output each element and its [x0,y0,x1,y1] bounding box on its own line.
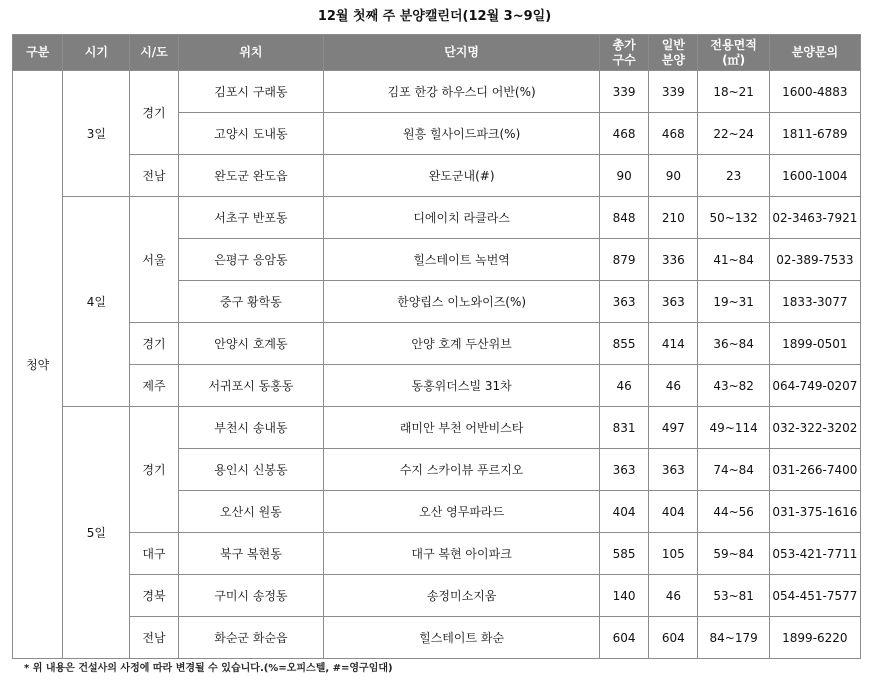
contact-cell: 1600-1004 [769,155,860,197]
category-cell: 청약 [13,71,63,659]
area-cell: 59~84 [698,533,769,575]
area-cell: 74~84 [698,449,769,491]
contact-cell: 031-375-1616 [769,491,860,533]
general-cell: 363 [649,449,698,491]
date-cell: 3일 [63,71,130,197]
total-cell: 468 [599,113,648,155]
total-cell: 339 [599,71,648,113]
total-cell: 848 [599,197,648,239]
location-cell: 부천시 송내동 [178,407,324,449]
contact-cell: 064-749-0207 [769,365,860,407]
table-row [13,533,861,575]
contact-cell: 02-389-7533 [769,239,860,281]
col-category: 구분 [13,35,63,71]
complex-cell: 동홍위더스빌 31차 [324,365,600,407]
col-area-line2: (㎡) [722,52,746,67]
col-general-line1: 일반 [661,37,685,52]
contact-cell: 053-421-7711 [769,533,860,575]
region-cell: 경북 [130,575,178,617]
total-cell: 831 [599,407,648,449]
location-cell: 안양시 호계동 [178,323,324,365]
area-cell: 84~179 [698,617,769,659]
col-contact: 분양문의 [769,35,860,71]
location-cell: 오산시 원동 [178,491,324,533]
header-row [13,35,861,71]
location-cell: 서초구 반포동 [178,197,324,239]
location-cell: 은평구 응암동 [178,239,324,281]
area-cell: 41~84 [698,239,769,281]
general-cell: 336 [649,239,698,281]
table-row [13,71,861,113]
contact-cell: 02-3463-7921 [769,197,860,239]
total-cell: 46 [599,365,648,407]
col-date: 시기 [63,35,130,71]
area-cell: 19~31 [698,281,769,323]
general-cell: 105 [649,533,698,575]
contact-cell: 1600-4883 [769,71,860,113]
total-cell: 90 [599,155,648,197]
area-cell: 53~81 [698,575,769,617]
total-cell: 140 [599,575,648,617]
general-cell: 90 [649,155,698,197]
region-cell: 경기 [130,71,178,155]
area-cell: 49~114 [698,407,769,449]
region-cell: 대구 [130,533,178,575]
contact-cell: 1899-6220 [769,617,860,659]
region-cell: 경기 [130,407,178,533]
col-complex: 단지명 [324,35,600,71]
area-cell: 36~84 [698,323,769,365]
general-cell: 46 [649,575,698,617]
total-cell: 363 [599,281,648,323]
general-cell: 46 [649,365,698,407]
location-cell: 서귀포시 동홍동 [178,365,324,407]
col-general-line2: 분양 [661,52,685,67]
contact-cell: 1899-0501 [769,323,860,365]
general-cell: 404 [649,491,698,533]
contact-cell: 032-322-3202 [769,407,860,449]
table-row [13,365,861,407]
location-cell: 북구 복현동 [178,533,324,575]
location-cell: 완도군 완도읍 [178,155,324,197]
region-cell: 전남 [130,155,178,197]
complex-cell: 안양 호계 두산위브 [324,323,600,365]
location-cell: 고양시 도내동 [178,113,324,155]
general-cell: 414 [649,323,698,365]
complex-cell: 디에이치 라클라스 [324,197,600,239]
location-cell: 구미시 송정동 [178,575,324,617]
complex-cell: 수지 스카이뷰 푸르지오 [324,449,600,491]
table-row [13,575,861,617]
contact-cell: 031-266-7400 [769,449,860,491]
complex-cell: 한양립스 이노와이즈(%) [324,281,600,323]
schedule-table [12,34,861,659]
date-cell: 5일 [63,407,130,659]
total-cell: 879 [599,239,648,281]
location-cell: 중구 황학동 [178,281,324,323]
col-area-line1: 전용면적 [710,37,757,52]
col-location: 위치 [178,35,324,71]
contact-cell: 1833-3077 [769,281,860,323]
general-cell: 497 [649,407,698,449]
region-cell: 제주 [130,365,178,407]
col-area [698,35,769,71]
table-row [13,407,861,449]
col-general-supply [649,35,698,71]
area-cell: 23 [698,155,769,197]
area-cell: 22~24 [698,113,769,155]
col-total-line2: 구수 [612,52,636,67]
general-cell: 604 [649,617,698,659]
table-row [13,323,861,365]
date-cell: 4일 [63,197,130,407]
region-cell: 경기 [130,323,178,365]
general-cell: 210 [649,197,698,239]
area-cell: 18~21 [698,71,769,113]
location-cell: 용인시 신봉동 [178,449,324,491]
contact-cell: 054-451-7577 [769,575,860,617]
complex-cell: 송정미소지움 [324,575,600,617]
complex-cell: 김포 한강 하우스디 어반(%) [324,71,600,113]
page-title: 12월 첫째 주 분양캘린더(12월 3~9일) [317,9,552,24]
region-cell: 서울 [130,197,178,323]
table-row [13,197,861,239]
total-cell: 363 [599,449,648,491]
complex-cell: 원흥 힐사이드파크(%) [324,113,600,155]
area-cell: 43~82 [698,365,769,407]
location-cell: 화순군 화순읍 [178,617,324,659]
location-cell: 김포시 구래동 [178,71,324,113]
general-cell: 339 [649,71,698,113]
area-cell: 50~132 [698,197,769,239]
area-cell: 44~56 [698,491,769,533]
table-row [13,155,861,197]
complex-cell: 대구 복현 아이파크 [324,533,600,575]
region-cell: 전남 [130,617,178,659]
total-cell: 404 [599,491,648,533]
col-total-units [599,35,648,71]
complex-cell: 힐스테이트 화순 [324,617,600,659]
complex-cell: 완도군내(#) [324,155,600,197]
general-cell: 468 [649,113,698,155]
total-cell: 855 [599,323,648,365]
table-row [13,617,861,659]
complex-cell: 오산 영무파라드 [324,491,600,533]
contact-cell: 1811-6789 [769,113,860,155]
complex-cell: 래미안 부천 어반비스타 [324,407,600,449]
total-cell: 585 [599,533,648,575]
total-cell: 604 [599,617,648,659]
footnote: * 위 내용은 건설사의 사정에 따라 변경될 수 있습니다.(%=오피스텔, #=영구임대) [24,663,393,674]
col-total-line1: 총가 [612,37,636,52]
complex-cell: 힐스테이트 녹번역 [324,239,600,281]
general-cell: 363 [649,281,698,323]
col-region: 시/도 [130,35,178,71]
